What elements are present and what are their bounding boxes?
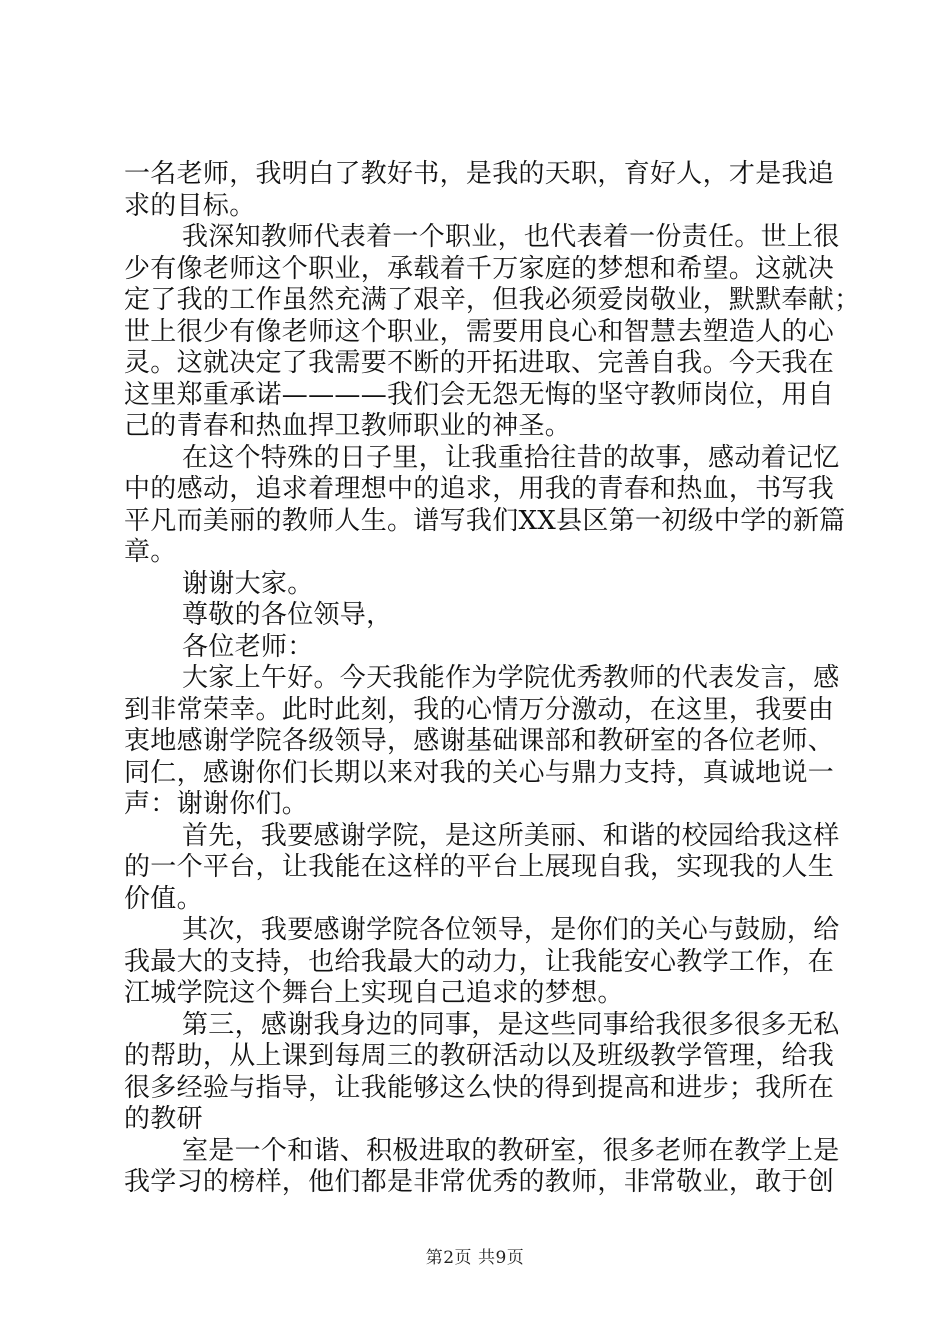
text-line: 己的青春和热血捍卫教师职业的神圣。 xyxy=(124,411,572,441)
text-line: 在这个特殊的日子里，让我重拾往昔的故事，感动着记忆 xyxy=(182,442,840,473)
text-line: 大家上午好。今天我能作为学院优秀教师的代表发言，感 xyxy=(182,663,840,693)
text-line: 这里郑重承诺————我们会无怨无悔的坚守教师岗位，用自 xyxy=(124,379,835,410)
text-line: 到非常荣幸。此时此刻，我的心情万分激动，在这里，我要由 xyxy=(124,694,835,725)
text-line: 其次，我要感谢学院各位领导，是你们的关心与鼓励，给 xyxy=(182,915,840,945)
text-line: 价值。 xyxy=(124,883,203,914)
text-line: 谢谢大家。 xyxy=(182,568,314,599)
text-line: 章。 xyxy=(124,537,177,567)
text-line: 首先，我要感谢学院，是这所美丽、和谐的校园给我这样 xyxy=(182,820,840,851)
text-line: 少有像老师这个职业，承载着千万家庭的梦想和希望。这就决 xyxy=(124,253,835,284)
text-line: 的帮助，从上课到每周三的教研活动以及班级教学管理，给我 xyxy=(124,1041,835,1071)
text-line: 我最大的支持，也给我最大的动力，让我能安心教学工作，在 xyxy=(124,946,835,977)
text-line: 求的目标。 xyxy=(124,190,256,221)
text-line: 同仁，感谢你们长期以来对我的关心与鼎力支持，真诚地说一 xyxy=(124,757,835,788)
text-line: 灵。这就决定了我需要不断的开拓进取、完善自我。今天我在 xyxy=(124,348,835,378)
text-line: 我学习的榜样，他们都是非常优秀的教师，非常敬业，敢于创 xyxy=(124,1167,835,1197)
text-line: 衷地感谢学院各级领导，感谢基础课部和教研室的各位老师、 xyxy=(124,726,835,756)
text-line: 一名老师，我明白了教好书，是我的天职，育好人，才是我追 xyxy=(124,159,835,189)
text-line: 平凡而美丽的教师人生。谱写我们XX县区第一初级中学的新篇 xyxy=(124,505,846,536)
text-line: 的一个平台，让我能在这样的平台上展现自我，实现我的人生 xyxy=(124,852,835,882)
page-number-footer: 第2页 共9页 xyxy=(425,1248,525,1268)
text-line: 世上很少有像老师这个职业，需要用良心和智慧去塑造人的心 xyxy=(124,316,835,347)
text-line: 声：谢谢你们。 xyxy=(124,789,309,819)
document-body xyxy=(124,159,861,1199)
text-line: 尊敬的各位领导， xyxy=(182,600,393,630)
text-line: 的教研 xyxy=(124,1104,203,1134)
text-line: 我深知教师代表着一个职业，也代表着一份责任。世上很 xyxy=(182,222,840,252)
text-line: 第三，感谢我身边的同事，是这些同事给我很多很多无私 xyxy=(182,1009,840,1040)
text-line: 室是一个和谐、积极进取的教研室，很多老师在教学上是 xyxy=(182,1135,840,1166)
text-line: 中的感动，追求着理想中的追求，用我的青春和热血，书写我 xyxy=(124,474,835,504)
text-line: 江城学院这个舞台上实现自己追求的梦想。 xyxy=(124,978,624,1008)
text-line: 各位老师： xyxy=(182,631,314,662)
text-line: 定了我的工作虽然充满了艰辛，但我必须爱岗敬业，默默奉献； xyxy=(124,285,861,315)
text-line: 很多经验与指导，让我能够这么快的得到提高和进步；我所在 xyxy=(124,1072,835,1103)
